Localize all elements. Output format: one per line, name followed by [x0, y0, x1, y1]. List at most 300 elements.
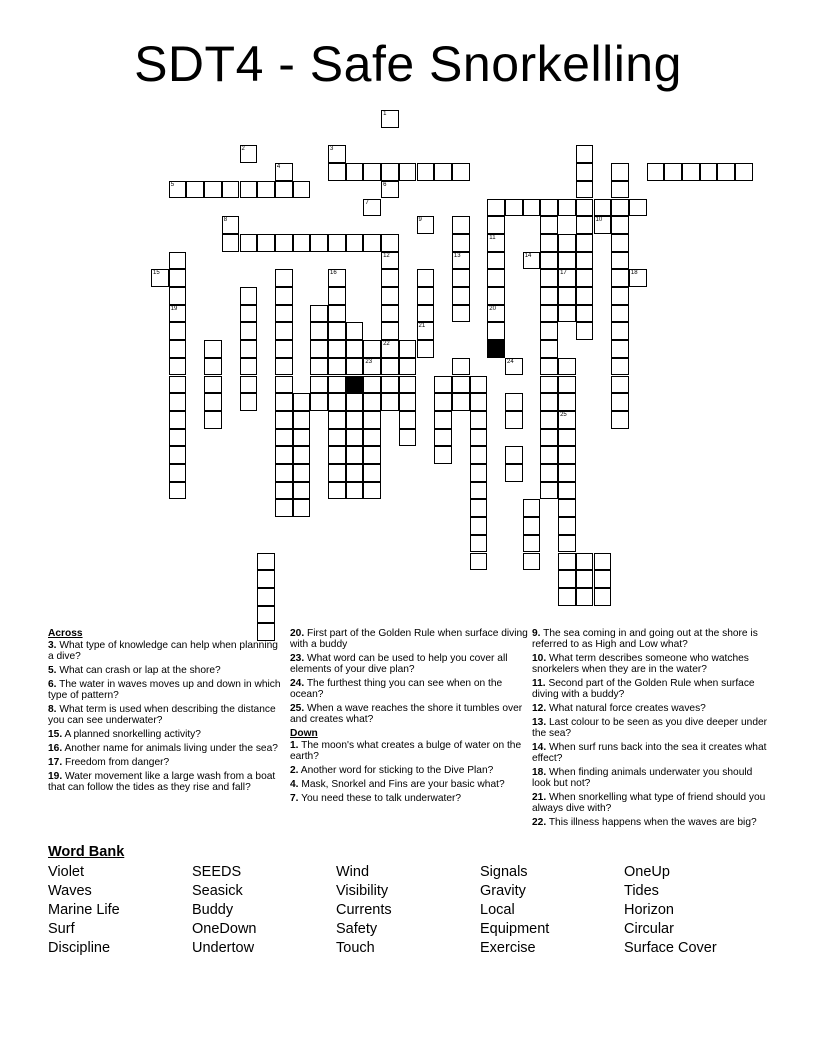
grid-cell[interactable]: [399, 340, 417, 358]
grid-cell[interactable]: [363, 393, 381, 411]
word-bank-word: Discipline: [48, 940, 111, 956]
clue-number: 1: [383, 111, 387, 117]
grid-cell[interactable]: [576, 199, 594, 217]
grid-cell[interactable]: [328, 234, 346, 252]
grid-cell[interactable]: [169, 429, 187, 447]
grid-cell[interactable]: [310, 358, 328, 376]
grid-cell[interactable]: [328, 446, 346, 464]
grid-cell[interactable]: [452, 287, 470, 305]
grid-cell[interactable]: [257, 553, 275, 571]
grid-cell[interactable]: [576, 588, 594, 606]
grid-cell[interactable]: [275, 446, 293, 464]
clue-number: 5: [170, 181, 175, 188]
grid-cell[interactable]: [682, 163, 700, 181]
grid-cell[interactable]: [452, 269, 470, 287]
grid-cell[interactable]: [417, 163, 435, 181]
grid-cell[interactable]: [381, 393, 399, 411]
grid-cell[interactable]: [487, 287, 505, 305]
grid-cell[interactable]: [275, 163, 293, 181]
grid-cell[interactable]: [275, 305, 293, 323]
grid-cell[interactable]: [381, 234, 399, 252]
grid-cell[interactable]: [576, 181, 594, 199]
grid-cell[interactable]: [186, 181, 204, 199]
grid-cell[interactable]: [169, 376, 187, 394]
grid-cell[interactable]: [487, 252, 505, 270]
grid-cell[interactable]: [558, 517, 576, 535]
grid-cell[interactable]: [523, 252, 541, 270]
grid-cell[interactable]: [222, 234, 240, 252]
grid-cell[interactable]: [310, 340, 328, 358]
grid-cell[interactable]: [346, 464, 364, 482]
grid-cell[interactable]: [275, 376, 293, 394]
grid-cell[interactable]: [169, 482, 187, 500]
grid-cell[interactable]: [558, 287, 576, 305]
grid-cell[interactable]: [275, 411, 293, 429]
grid-cell[interactable]: [558, 199, 576, 217]
grid-cell[interactable]: [576, 570, 594, 588]
word-bank-word: Waves: [48, 883, 92, 899]
grid-cell[interactable]: [399, 376, 417, 394]
clue: [48, 729, 286, 740]
grid-cell[interactable]: [576, 234, 594, 252]
grid-cell[interactable]: [257, 588, 275, 606]
grid-cell[interactable]: [293, 429, 311, 447]
clue-text: The sea coming in and going out at the shore is referred to as High and Low what?: [532, 628, 758, 650]
clue-text: The furthest thing you can see when on the ocean?: [290, 678, 503, 700]
grid-cell[interactable]: [381, 269, 399, 287]
grid-cell[interactable]: [470, 517, 488, 535]
grid-cell[interactable]: [275, 464, 293, 482]
grid-cell[interactable]: [381, 287, 399, 305]
grid-cell[interactable]: [540, 393, 558, 411]
grid-cell[interactable]: [399, 163, 417, 181]
grid-cell[interactable]: [151, 269, 169, 287]
grid-cell[interactable]: [328, 429, 346, 447]
grid-cell[interactable]: [381, 181, 399, 199]
grid-cell[interactable]: [169, 464, 187, 482]
grid-cell[interactable]: [540, 464, 558, 482]
grid-cell[interactable]: [434, 446, 452, 464]
clues-column-3: [532, 628, 770, 831]
grid-cell[interactable]: [399, 393, 417, 411]
grid-cell[interactable]: [293, 482, 311, 500]
grid-cell[interactable]: [664, 163, 682, 181]
grid-cell[interactable]: [540, 305, 558, 323]
grid-cell[interactable]: [487, 322, 505, 340]
grid-cell[interactable]: [363, 376, 381, 394]
grid-cell[interactable]: [240, 181, 258, 199]
grid-cell[interactable]: [505, 199, 523, 217]
grid-cell[interactable]: [275, 181, 293, 199]
grid-cell[interactable]: [328, 163, 346, 181]
grid-cell[interactable]: [310, 234, 328, 252]
grid-cell[interactable]: [346, 322, 364, 340]
grid-cell[interactable]: [417, 287, 435, 305]
grid-cell[interactable]: [328, 411, 346, 429]
grid-cell[interactable]: [470, 393, 488, 411]
grid-cell[interactable]: [540, 234, 558, 252]
grid-cell[interactable]: [328, 393, 346, 411]
clue-text: What type of knowledge can help when planning a dive?: [48, 640, 278, 662]
grid-cell[interactable]: [222, 181, 240, 199]
grid-cell[interactable]: [399, 429, 417, 447]
grid-cell[interactable]: [434, 163, 452, 181]
grid-cell[interactable]: [505, 464, 523, 482]
grid-cell[interactable]: [576, 553, 594, 571]
grid-cell[interactable]: [381, 376, 399, 394]
grid-cell[interactable]: [611, 287, 629, 305]
grid-cell[interactable]: [169, 287, 187, 305]
grid-cell[interactable]: [540, 269, 558, 287]
grid-cell[interactable]: [576, 322, 594, 340]
grid-cell[interactable]: [275, 340, 293, 358]
grid-cell[interactable]: [204, 181, 222, 199]
grid-cell[interactable]: [381, 252, 399, 270]
grid-cell[interactable]: [346, 358, 364, 376]
grid-cell[interactable]: [204, 340, 222, 358]
grid-cell[interactable]: [470, 535, 488, 553]
grid-cell[interactable]: [417, 305, 435, 323]
grid-cell[interactable]: [240, 340, 258, 358]
grid-cell[interactable]: [700, 163, 718, 181]
grid-cell[interactable]: [540, 411, 558, 429]
grid-cell[interactable]: [594, 199, 612, 217]
grid-cell[interactable]: [523, 517, 541, 535]
grid-cell[interactable]: [558, 305, 576, 323]
grid-cell[interactable]: [470, 464, 488, 482]
clue-text: What natural force creates waves?: [546, 703, 706, 714]
grid-cell[interactable]: [611, 393, 629, 411]
grid-cell[interactable]: [169, 340, 187, 358]
grid-cell[interactable]: [523, 535, 541, 553]
grid-cell[interactable]: [576, 269, 594, 287]
grid-cell[interactable]: [611, 340, 629, 358]
grid-cell[interactable]: [594, 570, 612, 588]
grid-cell[interactable]: [487, 216, 505, 234]
grid-cell[interactable]: [399, 358, 417, 376]
grid-cell[interactable]: [735, 163, 753, 181]
grid-cell[interactable]: [523, 553, 541, 571]
grid-cell[interactable]: [558, 570, 576, 588]
grid-cell[interactable]: [505, 358, 523, 376]
grid-cell[interactable]: [346, 340, 364, 358]
grid-cell[interactable]: [328, 322, 346, 340]
grid-cell[interactable]: [240, 393, 258, 411]
grid-cell[interactable]: [328, 145, 346, 163]
grid-cell[interactable]: [540, 287, 558, 305]
grid-cell[interactable]: [240, 322, 258, 340]
grid-cell[interactable]: [611, 234, 629, 252]
grid-cell[interactable]: [328, 464, 346, 482]
grid-cell[interactable]: [346, 429, 364, 447]
word-bank-word: Gravity: [480, 883, 526, 899]
grid-cell[interactable]: [240, 376, 258, 394]
grid-cell[interactable]: [363, 340, 381, 358]
grid-cell[interactable]: [381, 358, 399, 376]
grid-cell[interactable]: [540, 322, 558, 340]
grid-cell[interactable]: [470, 499, 488, 517]
grid-cell[interactable]: [417, 340, 435, 358]
grid-cell[interactable]: [399, 411, 417, 429]
grid-cell[interactable]: [381, 322, 399, 340]
grid-cell[interactable]: [417, 269, 435, 287]
grid-cell[interactable]: [558, 553, 576, 571]
grid-cell[interactable]: [611, 322, 629, 340]
clue-text: What can crash or lap at the shore?: [56, 665, 221, 676]
grid-cell[interactable]: [363, 482, 381, 500]
grid-cell[interactable]: [505, 393, 523, 411]
grid-cell[interactable]: [346, 446, 364, 464]
grid-cell[interactable]: [169, 322, 187, 340]
grid-cell[interactable]: [452, 163, 470, 181]
grid-cell[interactable]: [576, 305, 594, 323]
grid-cell[interactable]: [293, 393, 311, 411]
grid-cell[interactable]: [558, 464, 576, 482]
grid-cell[interactable]: [487, 199, 505, 217]
grid-cell[interactable]: [611, 199, 629, 217]
word-bank-word: Local: [480, 902, 515, 918]
grid-cell[interactable]: [611, 358, 629, 376]
clue-number-label: 9.: [532, 628, 541, 639]
clue: [290, 628, 528, 650]
grid-cell[interactable]: [328, 340, 346, 358]
grid-cell[interactable]: [540, 340, 558, 358]
grid-cell[interactable]: [611, 411, 629, 429]
grid-cell[interactable]: [611, 305, 629, 323]
grid-cell[interactable]: [611, 252, 629, 270]
grid-cell[interactable]: [328, 269, 346, 287]
grid-cell[interactable]: [293, 411, 311, 429]
grid-cell[interactable]: [611, 376, 629, 394]
grid-cell[interactable]: [346, 411, 364, 429]
grid-cell[interactable]: [523, 499, 541, 517]
grid-cell[interactable]: [629, 269, 647, 287]
grid-cell[interactable]: [558, 588, 576, 606]
word-bank-word: Touch: [336, 940, 375, 956]
grid-cell[interactable]: [169, 393, 187, 411]
grid-cell[interactable]: [452, 252, 470, 270]
grid-cell[interactable]: [257, 234, 275, 252]
grid-cell[interactable]: [505, 446, 523, 464]
grid-cell[interactable]: [169, 446, 187, 464]
grid-cell[interactable]: [558, 535, 576, 553]
grid-cell[interactable]: [169, 181, 187, 199]
grid-cell[interactable]: [558, 252, 576, 270]
grid-cell[interactable]: [328, 358, 346, 376]
grid-cell[interactable]: [346, 393, 364, 411]
clue-number-label: 10.: [532, 653, 547, 664]
grid-cell[interactable]: [558, 429, 576, 447]
grid-cell[interactable]: [169, 411, 187, 429]
grid-cell[interactable]: [487, 269, 505, 287]
grid-cell[interactable]: [558, 376, 576, 394]
grid-cell[interactable]: [363, 464, 381, 482]
grid-cell[interactable]: [240, 287, 258, 305]
grid-cell[interactable]: [470, 482, 488, 500]
grid-cell[interactable]: [240, 145, 258, 163]
grid-cell[interactable]: [310, 376, 328, 394]
grid-cell[interactable]: [452, 305, 470, 323]
grid-cell[interactable]: [275, 322, 293, 340]
grid-cell[interactable]: [434, 376, 452, 394]
grid-cell[interactable]: [310, 393, 328, 411]
grid-cell[interactable]: [346, 234, 364, 252]
clue: [290, 779, 528, 790]
grid-cell[interactable]: [346, 163, 364, 181]
grid-cell[interactable]: [169, 305, 187, 323]
grid-cell[interactable]: [363, 163, 381, 181]
grid-cell[interactable]: [540, 429, 558, 447]
grid-cell[interactable]: [363, 429, 381, 447]
grid-cell[interactable]: [363, 446, 381, 464]
grid-cell[interactable]: [611, 216, 629, 234]
grid-cell[interactable]: [594, 216, 612, 234]
word-bank-word: Signals: [480, 864, 528, 880]
grid-cell[interactable]: [381, 110, 399, 128]
grid-cell[interactable]: [647, 163, 665, 181]
grid-cell[interactable]: [540, 446, 558, 464]
grid-cell[interactable]: [257, 570, 275, 588]
grid-cell[interactable]: [576, 163, 594, 181]
grid-cell[interactable]: [576, 287, 594, 305]
grid-cell[interactable]: [434, 429, 452, 447]
grid-cell[interactable]: [470, 553, 488, 571]
grid-cell[interactable]: [452, 376, 470, 394]
grid-cell[interactable]: [293, 446, 311, 464]
grid-cell[interactable]: [363, 411, 381, 429]
grid-cell[interactable]: [293, 464, 311, 482]
grid-cell[interactable]: [275, 287, 293, 305]
grid-cell[interactable]: [169, 358, 187, 376]
grid-cell[interactable]: [363, 234, 381, 252]
grid-cell[interactable]: [275, 393, 293, 411]
grid-cell[interactable]: [540, 216, 558, 234]
grid-cell[interactable]: [540, 252, 558, 270]
grid-cell[interactable]: [611, 163, 629, 181]
grid-cell[interactable]: [558, 446, 576, 464]
clue-number-label: 13.: [532, 717, 547, 728]
grid-cell[interactable]: [487, 234, 505, 252]
grid-cell[interactable]: [470, 446, 488, 464]
grid-cell[interactable]: [363, 199, 381, 217]
grid-cell[interactable]: [293, 234, 311, 252]
grid-cell[interactable]: [558, 411, 576, 429]
clue: [290, 765, 528, 776]
grid-cell[interactable]: [452, 393, 470, 411]
grid-cell[interactable]: [328, 482, 346, 500]
grid-cell[interactable]: [293, 499, 311, 517]
grid-cell[interactable]: [434, 411, 452, 429]
grid-cell[interactable]: [204, 358, 222, 376]
grid-cell[interactable]: [240, 234, 258, 252]
grid-cell[interactable]: [717, 163, 735, 181]
clue-number-label: 12.: [532, 703, 547, 714]
grid-cell[interactable]: [470, 411, 488, 429]
grid-cell[interactable]: [275, 269, 293, 287]
grid-cell[interactable]: [169, 269, 187, 287]
grid-cell[interactable]: [275, 499, 293, 517]
grid-cell[interactable]: [452, 234, 470, 252]
grid-cell[interactable]: [222, 216, 240, 234]
grid-cell[interactable]: [381, 340, 399, 358]
grid-cell[interactable]: [204, 411, 222, 429]
grid-cell[interactable]: [328, 287, 346, 305]
clue-number: 4: [276, 164, 281, 171]
grid-cell[interactable]: [434, 393, 452, 411]
clue-number: 16: [330, 270, 337, 277]
grid-cell[interactable]: [558, 234, 576, 252]
grid-cell[interactable]: [611, 181, 629, 199]
grid-cell[interactable]: [470, 376, 488, 394]
grid-cell[interactable]: [275, 234, 293, 252]
grid-cell[interactable]: [540, 482, 558, 500]
grid-cell[interactable]: [558, 393, 576, 411]
grid-cell[interactable]: [328, 376, 346, 394]
grid-cell[interactable]: [257, 181, 275, 199]
grid-cell[interactable]: [576, 145, 594, 163]
word-bank-word: OneUp: [624, 864, 670, 880]
grid-cell[interactable]: [293, 181, 311, 199]
grid-cell[interactable]: [576, 252, 594, 270]
grid-cell[interactable]: [310, 305, 328, 323]
clue: [48, 743, 286, 754]
grid-cell[interactable]: [452, 216, 470, 234]
grid-cell[interactable]: [310, 322, 328, 340]
clue: [290, 740, 528, 762]
clue: [290, 703, 528, 725]
grid-cell[interactable]: [169, 252, 187, 270]
clue: [532, 678, 770, 700]
grid-cell[interactable]: [240, 305, 258, 323]
grid-cell[interactable]: [576, 216, 594, 234]
grid-cell[interactable]: [487, 305, 505, 323]
grid-cell[interactable]: [275, 429, 293, 447]
grid-cell[interactable]: [523, 199, 541, 217]
grid-cell[interactable]: [540, 376, 558, 394]
grid-cell[interactable]: [417, 216, 435, 234]
clue-number: 14: [524, 252, 532, 259]
grid-cell[interactable]: [363, 358, 381, 376]
grid-cell[interactable]: [558, 499, 576, 517]
grid-cell[interactable]: [275, 358, 293, 376]
grid-cell[interactable]: [381, 305, 399, 323]
grid-cell[interactable]: [257, 606, 275, 624]
grid-cell[interactable]: [204, 393, 222, 411]
grid-cell[interactable]: [594, 588, 612, 606]
clue-number: 6: [383, 181, 387, 188]
grid-cell[interactable]: [470, 429, 488, 447]
grid-cell[interactable]: [452, 358, 470, 376]
grid-cell[interactable]: [328, 305, 346, 323]
grid-cell[interactable]: [275, 482, 293, 500]
grid-cell[interactable]: [629, 199, 647, 217]
grid-cell[interactable]: [204, 376, 222, 394]
grid-cell[interactable]: [540, 358, 558, 376]
grid-cell[interactable]: [505, 411, 523, 429]
grid-cell[interactable]: [240, 358, 258, 376]
grid-cell[interactable]: [540, 199, 558, 217]
grid-cell[interactable]: [558, 358, 576, 376]
grid-cell[interactable]: [417, 322, 435, 340]
clue-number: 10: [595, 217, 603, 224]
grid-cell[interactable]: [381, 163, 399, 181]
grid-cell[interactable]: [594, 553, 612, 571]
grid-cell[interactable]: [611, 269, 629, 287]
word-bank-word: Buddy: [192, 902, 234, 918]
grid-cell[interactable]: [558, 482, 576, 500]
grid-cell[interactable]: [558, 269, 576, 287]
grid-cell[interactable]: [346, 482, 364, 500]
